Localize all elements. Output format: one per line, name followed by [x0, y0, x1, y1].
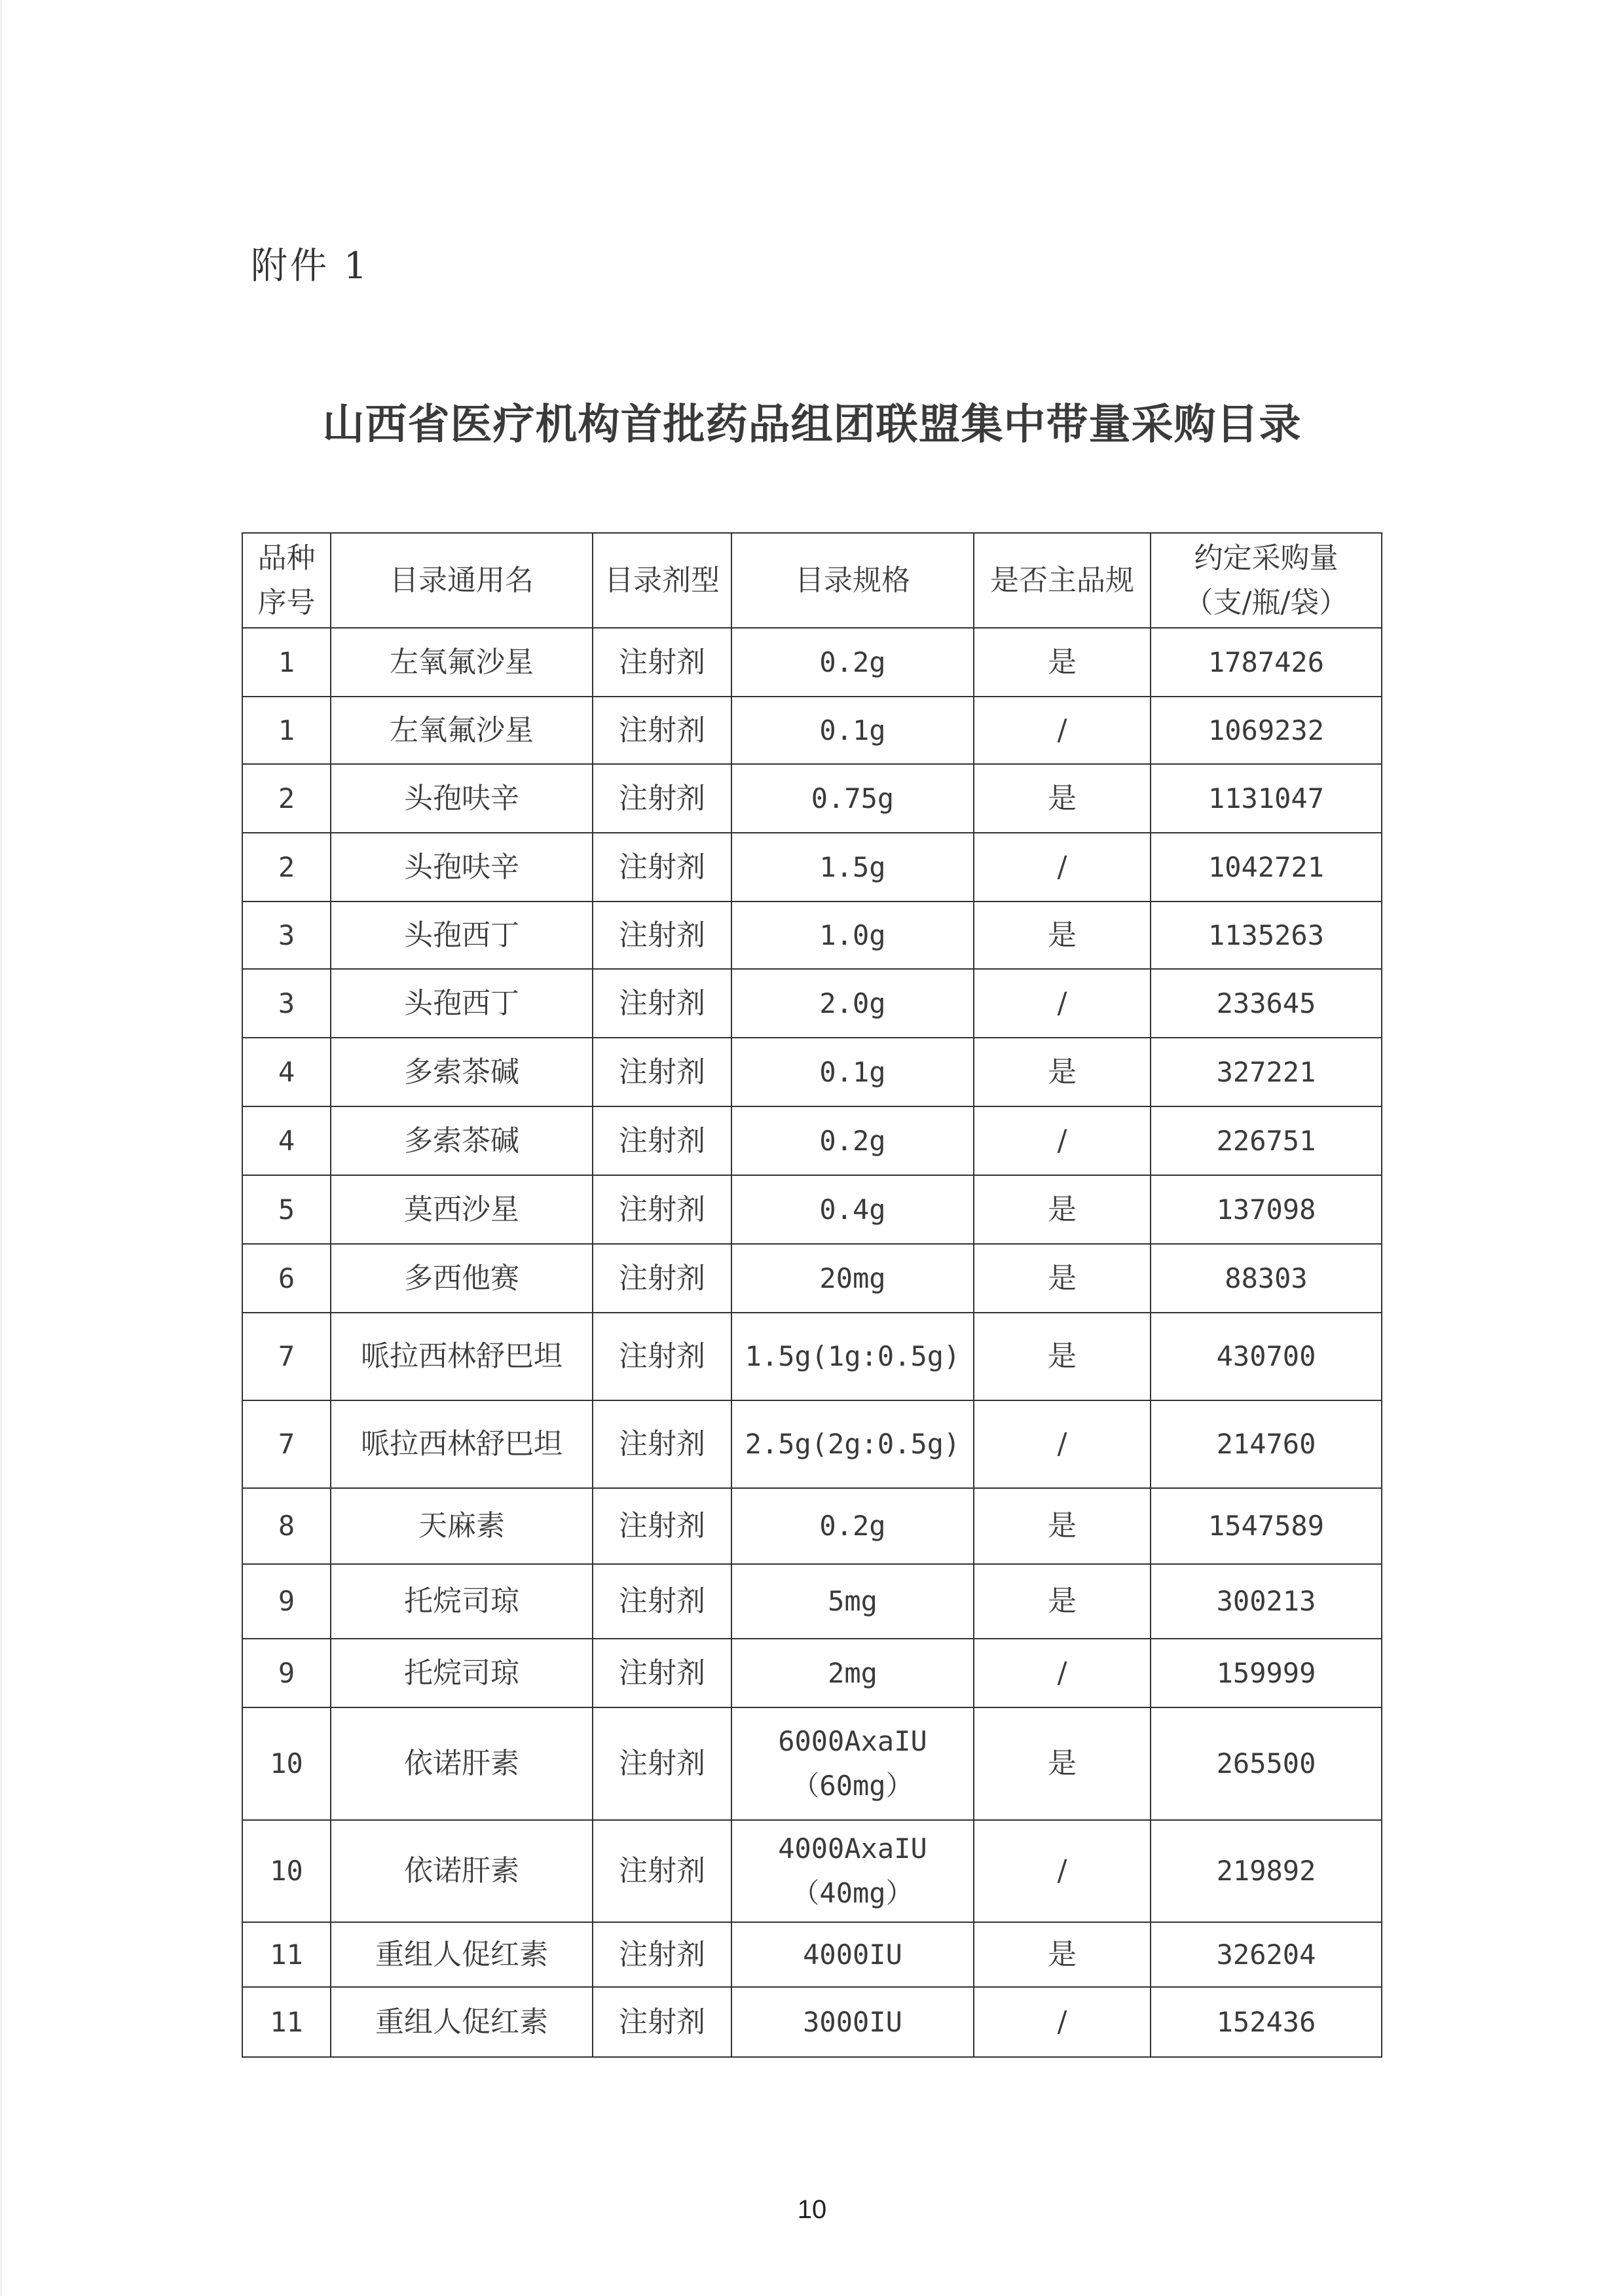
variety-number-cell: 2	[242, 833, 331, 902]
variety-number-cell: 1	[242, 697, 331, 764]
agreed-quantity-cell: 214760	[1151, 1400, 1382, 1488]
specification-cell: 4000IU	[731, 1922, 974, 1987]
table-row	[242, 1707, 1382, 1820]
generic-name-cell: 头孢西丁	[331, 902, 593, 969]
agreed-quantity-cell: 265500	[1151, 1707, 1382, 1820]
column-header-variety-number	[242, 533, 331, 628]
variety-number-cell: 5	[242, 1175, 331, 1244]
page-title: 山西省医疗机构首批药品组团联盟集中带量采购目录	[322, 400, 1302, 449]
specification-cell: 1.5g(1g:0.5g)	[731, 1313, 974, 1400]
agreed-quantity-cell: 233645	[1151, 969, 1382, 1038]
generic-name-cell: 哌拉西林舒巴坦	[331, 1400, 593, 1488]
column-header-is-main-spec: 是否主品规	[974, 533, 1151, 628]
procurement-catalog-table	[242, 532, 1382, 2058]
specification-line: 4000AxaIU	[778, 1832, 927, 1865]
table-row	[242, 1313, 1382, 1400]
variety-number-cell: 7	[242, 1400, 331, 1488]
variety-number-cell: 9	[242, 1639, 331, 1707]
table-row	[242, 1488, 1382, 1564]
specification-cell	[731, 1707, 974, 1820]
generic-name-cell: 托烷司琼	[331, 1564, 593, 1639]
agreed-quantity-cell: 1135263	[1151, 902, 1382, 969]
is-main-spec-cell: /	[974, 833, 1151, 902]
is-main-spec-cell: /	[974, 969, 1151, 1038]
header-line: 序号	[257, 585, 316, 619]
specification-line: （60mg）	[792, 1770, 913, 1802]
generic-name-cell: 哌拉西林舒巴坦	[331, 1313, 593, 1400]
agreed-quantity-cell: 226751	[1151, 1106, 1382, 1175]
agreed-quantity-cell: 1131047	[1151, 764, 1382, 833]
table-row	[242, 1400, 1382, 1488]
specification-cell: 0.1g	[731, 1038, 974, 1106]
generic-name-cell: 多西他赛	[331, 1244, 593, 1313]
is-main-spec-cell: 是	[974, 1488, 1151, 1564]
dosage-form-cell: 注射剂	[593, 1106, 731, 1175]
specification-cell: 20mg	[731, 1244, 974, 1313]
generic-name-cell: 左氧氟沙星	[331, 697, 593, 764]
specification-cell: 0.2g	[731, 1106, 974, 1175]
dosage-form-cell: 注射剂	[593, 1488, 731, 1564]
attachment-label: 附件 1	[251, 245, 370, 287]
dosage-form-cell: 注射剂	[593, 1820, 731, 1922]
specification-cell: 5mg	[731, 1564, 974, 1639]
table-row	[242, 902, 1382, 969]
variety-number-cell: 10	[242, 1707, 331, 1820]
variety-number-cell: 7	[242, 1313, 331, 1400]
dosage-form-cell: 注射剂	[593, 628, 731, 697]
table-row	[242, 764, 1382, 833]
generic-name-cell: 重组人促红素	[331, 1922, 593, 1987]
is-main-spec-cell: 是	[974, 1244, 1151, 1313]
table-row	[242, 1175, 1382, 1244]
agreed-quantity-cell: 219892	[1151, 1820, 1382, 1922]
is-main-spec-cell: 是	[974, 1922, 1151, 1987]
variety-number-cell: 11	[242, 1987, 331, 2057]
agreed-quantity-cell: 327221	[1151, 1038, 1382, 1106]
agreed-quantity-cell: 137098	[1151, 1175, 1382, 1244]
dosage-form-cell: 注射剂	[593, 1175, 731, 1244]
variety-number-cell: 8	[242, 1488, 331, 1564]
table-row	[242, 1564, 1382, 1639]
is-main-spec-cell: /	[974, 1639, 1151, 1707]
generic-name-cell: 依诺肝素	[331, 1820, 593, 1922]
table-row	[242, 1922, 1382, 1987]
generic-name-cell: 多索茶碱	[331, 1106, 593, 1175]
table-row	[242, 1639, 1382, 1707]
specification-cell	[731, 1820, 974, 1922]
specification-cell: 0.2g	[731, 1488, 974, 1564]
variety-number-cell: 3	[242, 969, 331, 1038]
dosage-form-cell: 注射剂	[593, 969, 731, 1038]
agreed-quantity-cell: 1069232	[1151, 697, 1382, 764]
variety-number-cell: 9	[242, 1564, 331, 1639]
dosage-form-cell: 注射剂	[593, 1313, 731, 1400]
variety-number-cell: 6	[242, 1244, 331, 1313]
specification-cell: 1.0g	[731, 902, 974, 969]
generic-name-cell: 天麻素	[331, 1488, 593, 1564]
is-main-spec-cell: /	[974, 1106, 1151, 1175]
generic-name-cell: 头孢呋辛	[331, 764, 593, 833]
is-main-spec-cell: /	[974, 1400, 1151, 1488]
column-header-specification: 目录规格	[731, 533, 974, 628]
agreed-quantity-cell: 152436	[1151, 1987, 1382, 2057]
specification-cell: 0.75g	[731, 764, 974, 833]
generic-name-cell: 重组人促红素	[331, 1987, 593, 2057]
table-row	[242, 1244, 1382, 1313]
specification-cell: 0.1g	[731, 697, 974, 764]
table-row	[242, 1820, 1382, 1922]
generic-name-cell: 莫西沙星	[331, 1175, 593, 1244]
column-header-generic-name: 目录通用名	[331, 533, 593, 628]
dosage-form-cell: 注射剂	[593, 697, 731, 764]
specification-line: 6000AxaIU	[778, 1725, 927, 1757]
dosage-form-cell: 注射剂	[593, 1922, 731, 1987]
agreed-quantity-cell: 300213	[1151, 1564, 1382, 1639]
generic-name-cell: 左氧氟沙星	[331, 628, 593, 697]
variety-number-cell: 3	[242, 902, 331, 969]
generic-name-cell: 依诺肝素	[331, 1707, 593, 1820]
specification-cell: 2.0g	[731, 969, 974, 1038]
variety-number-cell: 10	[242, 1820, 331, 1922]
agreed-quantity-cell: 1787426	[1151, 628, 1382, 697]
generic-name-cell: 头孢西丁	[331, 969, 593, 1038]
table-row	[242, 969, 1382, 1038]
table-row	[242, 697, 1382, 764]
variety-number-cell: 11	[242, 1922, 331, 1987]
header-line: 约定采购量	[1194, 541, 1338, 575]
variety-number-cell: 1	[242, 628, 331, 697]
is-main-spec-cell: 是	[974, 628, 1151, 697]
table-header-row	[242, 533, 1382, 628]
table-row	[242, 628, 1382, 697]
table-row	[242, 833, 1382, 902]
header-line: 品种	[257, 541, 316, 575]
page-number: 10	[797, 2195, 827, 2224]
dosage-form-cell: 注射剂	[593, 1639, 731, 1707]
is-main-spec-cell: 是	[974, 1175, 1151, 1244]
is-main-spec-cell: 是	[974, 1038, 1151, 1106]
agreed-quantity-cell: 159999	[1151, 1639, 1382, 1707]
dosage-form-cell: 注射剂	[593, 833, 731, 902]
specification-cell: 1.5g	[731, 833, 974, 902]
specification-cell: 2mg	[731, 1639, 974, 1707]
is-main-spec-cell: 是	[974, 1313, 1151, 1400]
dosage-form-cell: 注射剂	[593, 902, 731, 969]
is-main-spec-cell: 是	[974, 1707, 1151, 1820]
agreed-quantity-cell: 1547589	[1151, 1488, 1382, 1564]
table-row	[242, 1987, 1382, 2057]
is-main-spec-cell: 是	[974, 764, 1151, 833]
agreed-quantity-cell: 430700	[1151, 1313, 1382, 1400]
dosage-form-cell: 注射剂	[593, 1707, 731, 1820]
table-row	[242, 1038, 1382, 1106]
variety-number-cell: 4	[242, 1038, 331, 1106]
variety-number-cell: 2	[242, 764, 331, 833]
agreed-quantity-cell: 88303	[1151, 1244, 1382, 1313]
column-header-dosage-form: 目录剂型	[593, 533, 731, 628]
column-header-agreed-quantity	[1151, 533, 1382, 628]
agreed-quantity-cell: 326204	[1151, 1922, 1382, 1987]
dosage-form-cell: 注射剂	[593, 1564, 731, 1639]
specification-cell: 0.4g	[731, 1175, 974, 1244]
is-main-spec-cell: /	[974, 1987, 1151, 2057]
variety-number-cell: 4	[242, 1106, 331, 1175]
is-main-spec-cell: 是	[974, 902, 1151, 969]
dosage-form-cell: 注射剂	[593, 1987, 731, 2057]
specification-line: （40mg）	[792, 1877, 913, 1909]
dosage-form-cell: 注射剂	[593, 1038, 731, 1106]
header-line: （支/瓶/袋）	[1184, 585, 1348, 619]
generic-name-cell: 多索茶碱	[331, 1038, 593, 1106]
dosage-form-cell: 注射剂	[593, 1244, 731, 1313]
agreed-quantity-cell: 1042721	[1151, 833, 1382, 902]
is-main-spec-cell: /	[974, 697, 1151, 764]
specification-cell: 2.5g(2g:0.5g)	[731, 1400, 974, 1488]
table-row	[242, 1106, 1382, 1175]
specification-cell: 3000IU	[731, 1987, 974, 2057]
is-main-spec-cell: 是	[974, 1564, 1151, 1639]
dosage-form-cell: 注射剂	[593, 1400, 731, 1488]
specification-cell: 0.2g	[731, 628, 974, 697]
generic-name-cell: 托烷司琼	[331, 1639, 593, 1707]
generic-name-cell: 头孢呋辛	[331, 833, 593, 902]
is-main-spec-cell: /	[974, 1820, 1151, 1922]
dosage-form-cell: 注射剂	[593, 764, 731, 833]
